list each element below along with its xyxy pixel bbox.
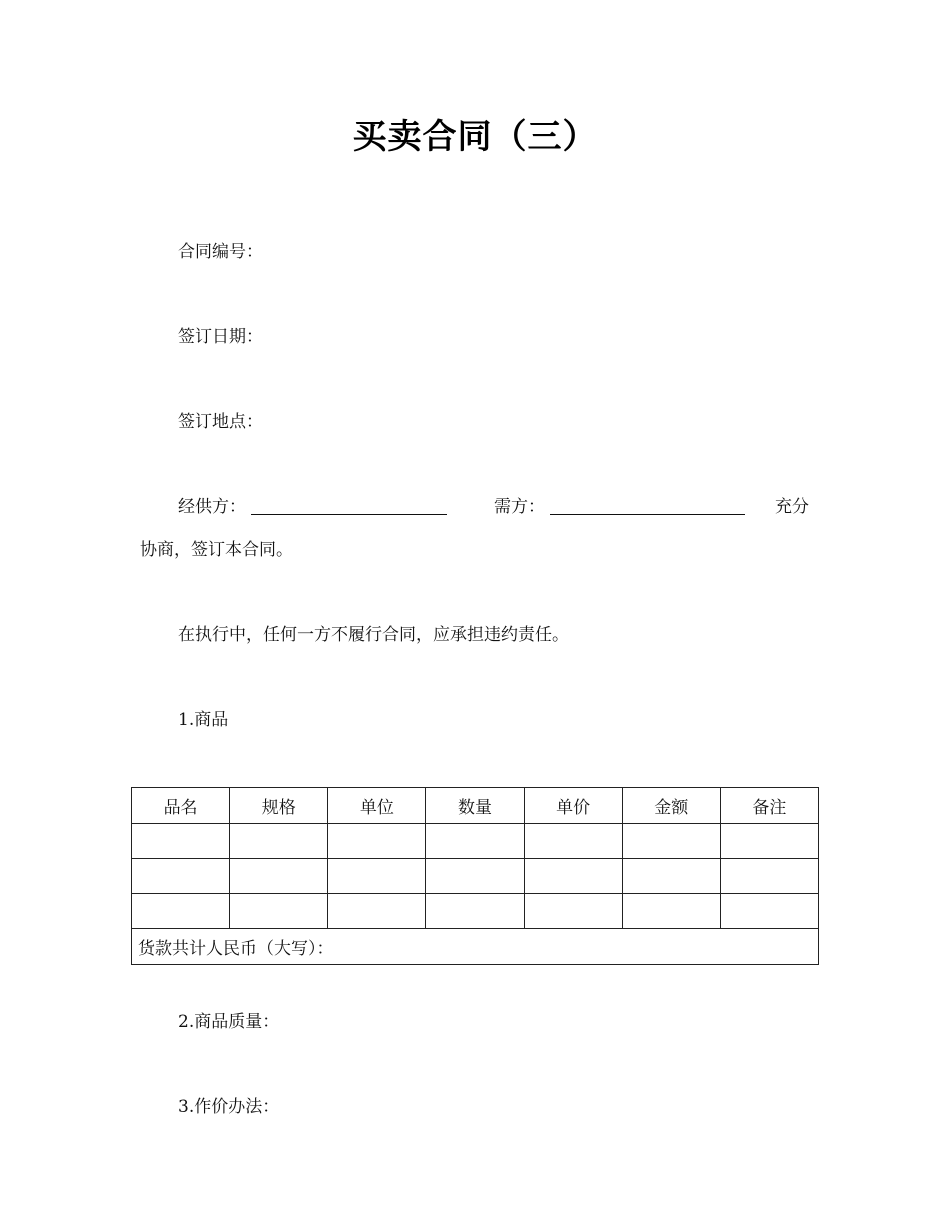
table-row <box>132 824 819 859</box>
section-quality-heading: 2.商品质量： <box>178 1012 280 1032</box>
table-cell <box>328 894 426 929</box>
table-cell <box>230 894 328 929</box>
table-cell <box>132 859 230 894</box>
sign-date-field: 签订日期： <box>178 327 263 347</box>
table-total-row <box>132 929 819 965</box>
table-cell <box>230 859 328 894</box>
buyer-label: 需方： <box>494 497 545 517</box>
table-cell <box>426 894 524 929</box>
table-cell <box>132 894 230 929</box>
page-title: 买卖合同（三） <box>352 117 598 157</box>
parties-continuation-text: 协商，签订本合同。 <box>140 540 293 560</box>
supplier-label: 经供方： <box>178 497 246 517</box>
liability-clause: 在执行中，任何一方不履行合同，应承担违约责任。 <box>178 625 569 645</box>
table-cell <box>720 824 818 859</box>
supplier-blank-line <box>251 514 447 515</box>
table-cell <box>622 859 720 894</box>
table-cell <box>426 824 524 859</box>
header-cell-name: 品名 <box>132 788 230 824</box>
header-cell-amount: 金额 <box>622 788 720 824</box>
total-amount-cell: 货款共计人民币（大写）： <box>132 929 819 965</box>
header-cell-quantity: 数量 <box>426 788 524 824</box>
section-pricing-heading: 3.作价办法： <box>178 1097 280 1117</box>
table-cell <box>132 824 230 859</box>
goods-table <box>131 787 819 965</box>
table-row <box>132 894 819 929</box>
table-cell <box>328 824 426 859</box>
table-cell <box>426 859 524 894</box>
table-cell <box>524 859 622 894</box>
sign-place-field: 签订地点： <box>178 412 263 432</box>
table-header-row <box>132 788 819 824</box>
table-cell <box>622 824 720 859</box>
header-cell-spec: 规格 <box>230 788 328 824</box>
table-cell <box>230 824 328 859</box>
table-cell <box>328 859 426 894</box>
header-cell-remarks: 备注 <box>720 788 818 824</box>
buyer-blank-line <box>550 514 745 515</box>
section-goods-heading: 1.商品 <box>178 710 229 730</box>
table-cell <box>622 894 720 929</box>
header-cell-unit: 单位 <box>328 788 426 824</box>
table-cell <box>720 859 818 894</box>
table-cell <box>720 894 818 929</box>
parties-trailing-text: 充分 <box>775 497 809 517</box>
table-cell <box>524 894 622 929</box>
table-cell <box>524 824 622 859</box>
header-cell-unit-price: 单价 <box>524 788 622 824</box>
table-row <box>132 859 819 894</box>
contract-number-field: 合同编号： <box>178 242 263 262</box>
